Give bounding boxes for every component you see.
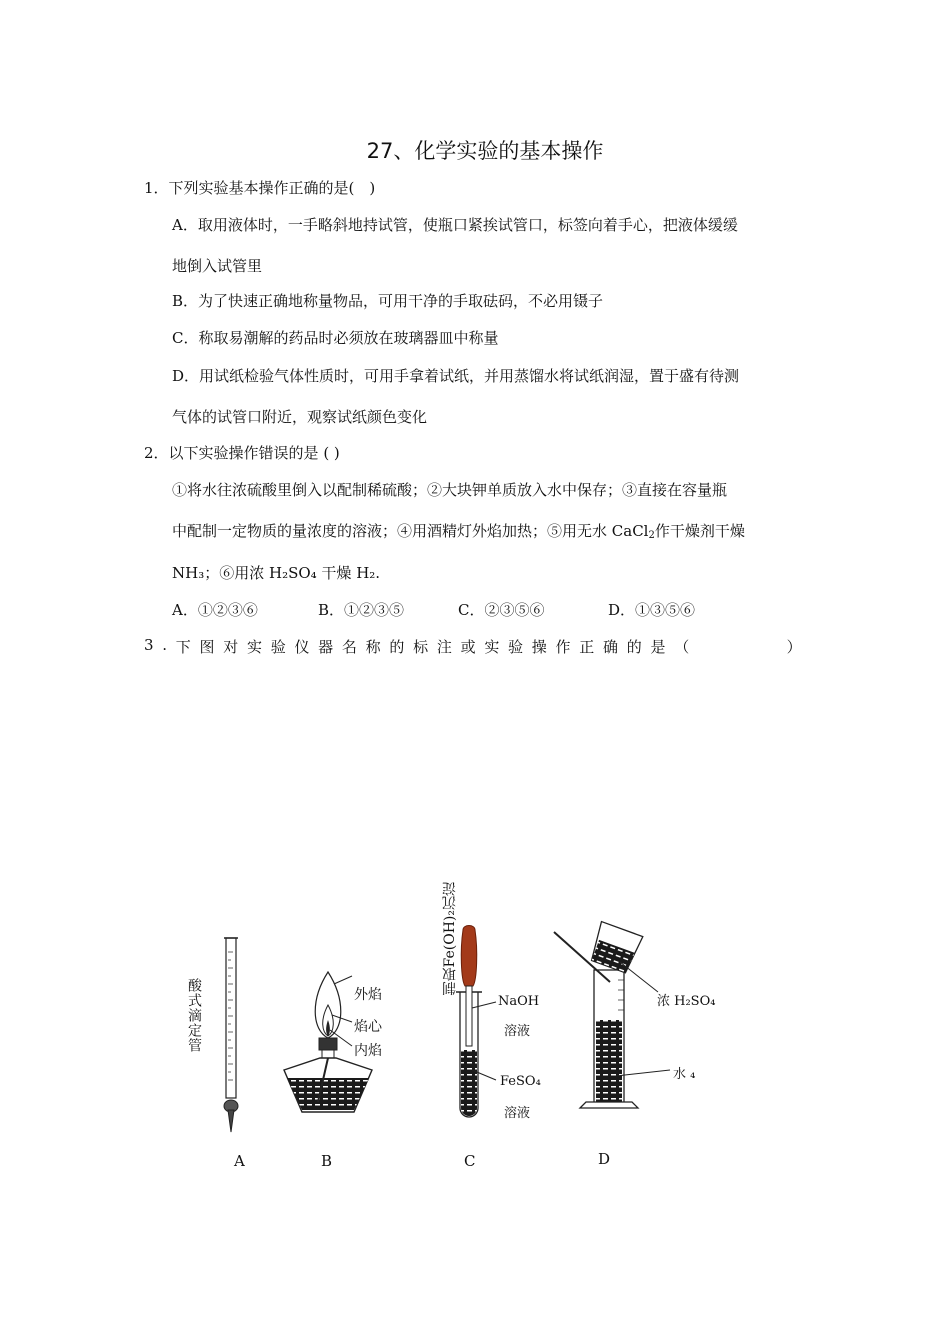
q3-char: 或 [460,638,476,656]
q2-line3: NH₃；⑥用浓 H₂SO₄ 干燥 H₂. [172,564,381,582]
letter-b: B [321,1152,333,1170]
water-label: 水 ₄ [673,1067,696,1082]
c-title-label: 制取Fe(OH)₂沉淀 [442,882,458,996]
q2-line2 [172,521,745,541]
q3-char: 作 [555,638,571,656]
q3-char: 的 [389,638,405,656]
q2-option-c: C．②③⑤⑥ [458,601,545,619]
q2-option-d: D．①③⑤⑥ [608,601,696,619]
q3-char: 对 [223,638,239,656]
q1-stem: 1．下列实验基本操作正确的是( ) [144,179,376,197]
feso4-label: FeSO₄ [500,1074,541,1089]
q3-char: ） [786,638,802,656]
q3-char: 图 [199,638,215,656]
q3-char: 的 [626,638,642,656]
conc-acid-label: 浓 H₂SO₄ [657,994,716,1009]
q1-option-d: D．用试纸检验气体性质时，可用手拿着试纸，并用蒸馏水将试纸润湿，置于盛有待测 [172,367,740,385]
outer-flame-label: 外焰 [354,987,382,1003]
letter-d: D [598,1150,611,1168]
q3-char: 器 [318,638,334,656]
q3-char: 3 [144,636,154,654]
q3-char: 是 [650,638,666,656]
letter-c: C [464,1152,476,1170]
q3-stem [144,636,802,657]
feso4-solution-label: 溶液 [504,1106,531,1121]
q3-char: 注 [436,638,452,656]
q3-char: 确 [602,638,618,656]
q2-line2b: 作干燥剂干燥 [654,522,745,540]
q2-option-a: A．①②③⑥ [172,601,258,619]
q3-char: 正 [579,638,595,656]
q2-option-b: B．①②③⑤ [318,601,405,619]
q1-option-b: B．为了快速正确地称量物品，可用干净的手取砝码，不必用镊子 [172,292,604,310]
q3-char: 验 [508,638,524,656]
q1-option-a: A．取用液体时，一手略斜地持试管，使瓶口紧挨试管口，标签向着手心，把液体缓缓 [172,216,738,234]
q1-option-c: C．称取易潮解的药品时必须放在玻璃器皿中称量 [172,329,499,347]
test-tube-icon [456,926,496,1118]
page-title: 27、化学实验的基本操作 [366,139,604,163]
q3-char: （ [674,638,690,656]
apparatus-figure [170,880,790,1180]
q3-char: 仪 [294,638,310,656]
q1-option-d-cont: 气体的试管口附近，观察试纸颜色变化 [172,408,428,426]
naoh-label: NaOH [498,994,540,1009]
q3-char: 操 [531,638,547,656]
q2-line2-sub: 2 [648,530,655,541]
q3-char: 下 [175,638,191,656]
q3-char: 验 [270,638,286,656]
inner-flame-label: 内焰 [354,1043,382,1059]
q3-char: 标 [413,638,429,656]
q3-char: . [162,636,168,654]
cylinder-icon [554,922,670,1108]
q3-char: 名 [341,638,357,656]
q3-char: 实 [246,638,262,656]
burette-label: 酸式滴定管 [186,978,202,1053]
letter-a: A [234,1152,245,1170]
naoh-solution-label: 溶液 [504,1024,531,1039]
q2-line1: ①将水往浓硫酸里倒入以配制稀硫酸；②大块钾单质放入水中保存；③直接在容量瓶 [172,481,728,499]
q3-char: 称 [365,638,381,656]
apparatus-drawing [170,880,790,1180]
burette-icon [224,938,238,1132]
q2-line2a: 中配制一定物质的量浓度的溶液；④用酒精灯外焰加热；⑤用无水 CaCl [172,522,649,540]
q1-option-a-cont: 地倒入试管里 [172,257,263,275]
flame-core-label: 焰心 [354,1019,382,1035]
q2-stem: 2．以下实验操作错误的是 ( ) [144,444,340,462]
q3-char: 实 [484,638,500,656]
